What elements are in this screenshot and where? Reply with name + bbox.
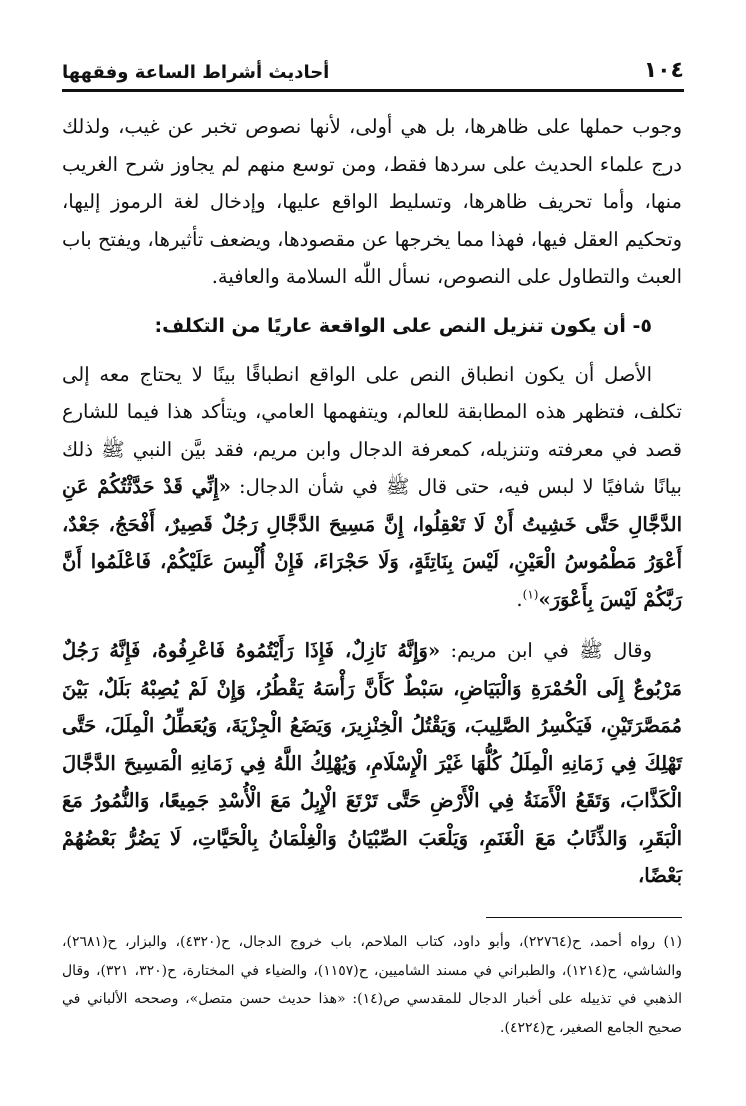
paragraph-3-text: وقال ﷺ في ابن مريم: — [440, 639, 653, 662]
section-heading: ٥- أن يكون تنزيل النص على الواقعة عاريًا من التكلف: — [154, 314, 652, 337]
hadith-ibn-maryam: «وَإِنَّهُ نَازِلٌ، فَإِذَا رَأَيْتُمُوهُ فَاعْرِفُوهُ، فَإِنَّهُ رَجُلٌ مَرْبُوعٌ إِلَى الْحُمْرَةِ وَالْبَيَاضِ، سَبْطٌ كَأَنَّ رَأْسَهُ يَقْطُرُ، وَإِنْ لَمْ يُصِبْهُ بَلَلٌ، بَيْنَ مُمَصَّرَتَيْنِ، فَيَكْسِرُ الصَّلِيبَ، وَيَقْتُلُ الْخِنْزِيرَ، وَيَضَعُ الْجِزْيَةَ، وَيُعَطِّلُ الْمِلَلَ، حَتَّى تَهْلِكَ فِي زَمَانِهِ الْمِلَلُ كُلُّهَا غَيْرَ الْإِسْلَامِ، وَيُهْلِكُ اللَّهُ فِي زَمَانِهِ الْمَسِيحَ الدَّجَّالَ الْكَذَّابَ، وَتَقَعُ الْأَمَنَةُ فِي الْأَرْضِ حَتَّى تَرْتَعَ الْإِبِلُ مَعَ الْأُسْدِ جَمِيعًا، وَالنُّمُورُ مَعَ الْبَقَرِ، وَالذِّئَابُ مَعَ الْغَنَمِ، وَيَلْعَبَ الصِّبْيَانُ وَالْغِلْمَانُ بِالْحَيَّاتِ، لَا يَضُرُّ بَعْضُهُمْ بَعْضًا، — [62, 639, 682, 887]
page-header — [62, 52, 684, 92]
body-text — [62, 108, 682, 895]
hadith-dajjal: «إِنِّي قَدْ حَدَّثْتُكُمْ عَنِ الدَّجَّالِ حَتَّى خَشِيتُ أَنْ لَا تَعْقِلُوا، إِنَّ مَسِيحَ الدَّجَّالِ رَجُلٌ قَصِيرٌ، أَفْحَجُ، جَعْدٌ، أَعْوَرُ مَطْمُوسُ الْعَيْنِ، لَيْسَ بِنَاتِئَةٍ، وَلَا حَجْرَاءَ، فَإِنْ أُلْبِسَ عَلَيْكُمْ، فَاعْلَمُوا أَنَّ رَبَّكُمْ لَيْسَ بِأَعْوَرَ» — [62, 475, 682, 611]
paragraph-2-text: الأصل أن يكون انطباق النص على الواقع انطباقًا بينًا لا يحتاج معه إلى تكلف، فتظهر هذه المطابقة للعالم، ويتفهمها العامي، ويتأكد هذا فيما للشارع قصد في معرفته وتنزيله، كمعرفة الدجال وابن مريم، فقد بيَّن النبي ﷺ ذلك بيانًا شافيًا لا لبس فيه، حتى قال ﷺ في شأن الدجال: — [62, 362, 682, 498]
footnote-reference: (١) — [522, 587, 539, 601]
page-number: ١٠٤ — [643, 58, 684, 83]
running-title: أحاديث أشراط الساعة وفقهها — [62, 62, 330, 83]
footnote-divider — [486, 917, 682, 918]
paragraph-2 — [62, 356, 682, 619]
paragraph-3 — [62, 632, 682, 895]
footnote-1: (١) رواه أحمد، ح(٢٢٧٦٤)، وأبو داود، كتاب الملاحم، باب خروج الدجال، ح(٤٣٢٠)، والبزار، ح(٢٦٨١)، والشاشي، ح(١٢١٤)، والطبراني في مسند الشاميين، ح(١١٥٧)، والضياء في المختارة، ح(٣٢٠، ٣٢١)، وقال الذهبي في تذييله على أخبار الدجال للمقدسي ص(١٤): «هذا حديث حسن متصل»، وصححه الألباني في صحيح الجامع الصغير، ح(٤٢٢٤). — [62, 934, 683, 1036]
paragraph-1: وجوب حملها على ظاهرها، بل هي أولى، لأنها نصوص تخبر عن غيب، ولذلك درج علماء الحديث على سردها فقط، ومن توسع منهم لم يجاوز شرح الغريب منها، وأما تحريف ظاهرها، وتسليط الواقع عليها، وإدخال لغة الرموز إليها، وتحكيم العقل فيها، فهذا مما يخرجها عن مقصودها، ويضعف تأثيرها، ويفتح باب العبث والتطاول على النصوص، نسأل اللّٰه السلامة والعافية. — [62, 115, 682, 288]
paragraph-2-end: . — [516, 587, 523, 611]
